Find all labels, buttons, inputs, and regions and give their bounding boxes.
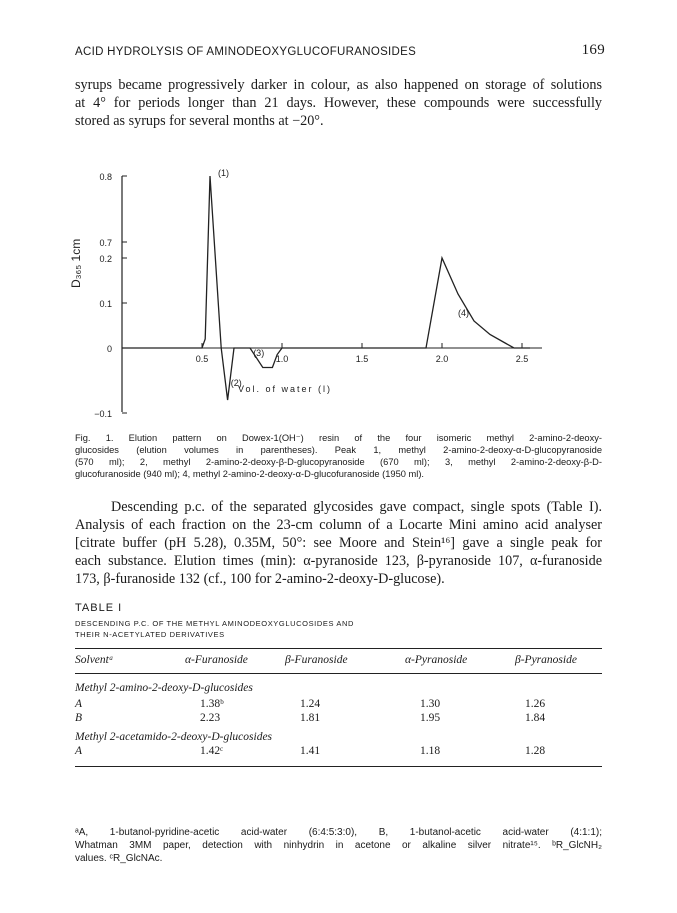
table-cell: 1.18 — [420, 745, 441, 757]
table-top-rule — [75, 648, 602, 649]
x-tick-label: 1.0 — [275, 354, 289, 364]
intro-line: syrups became progressively darker in colour, as also happened on storage of solutions — [75, 77, 602, 93]
running-header — [75, 42, 605, 62]
elution-curve — [122, 176, 530, 400]
table-header-solvent: Solventᵃ — [75, 654, 114, 666]
peak-label: (3) — [253, 348, 265, 358]
table-cell: 1.95 — [420, 712, 441, 724]
table-caption-line: THEIR N-ACETYLATED DERIVATIVES — [75, 630, 225, 639]
caption-line: glucofuranoside (940 ml); 4, methyl 2-amino-2-deoxy-α-D-glucofuranoside (1950 ml). — [75, 469, 424, 479]
table-cell: 2.23 — [200, 712, 221, 724]
table-cell: 1.26 — [525, 698, 546, 710]
table-cell: 1.41 — [300, 745, 321, 757]
caption-line: (570 ml); 2, methyl 2-amino-2-deoxy-β-D-glucopyranoside (670 ml); 3, methyl 2-amino-2-deoxy-β-D- — [75, 457, 602, 467]
table-cell: 1.24 — [300, 698, 321, 710]
y-tick-label: 0.1 — [99, 299, 112, 309]
table-cell: 1.28 — [525, 745, 546, 757]
y-axis-label: D₃₆₅ 1cm — [69, 238, 83, 288]
table-header-alpha-pyranoside: α-Pyranoside — [405, 654, 468, 666]
table-cell: A — [75, 745, 83, 757]
x-axis-label: Vol. of water (l) — [238, 384, 333, 394]
y-tick-label: 0.8 — [99, 172, 112, 182]
table-cell: 1.81 — [300, 712, 321, 724]
table-header-beta-furanoside: β-Furanoside — [285, 654, 348, 666]
table-group-title: Methyl 2-amino-2-deoxy-D-glucosides — [75, 682, 253, 694]
body-line: [citrate buffer (pH 5.28), 0.35M, 50°: see Moore and Stein¹⁶] gave a single peak for — [75, 535, 602, 551]
table-caption-line: DESCENDING P.C. OF THE METHYL AMINODEOXYGLUCOSIDES AND — [75, 619, 354, 628]
table-header-alpha-furanoside: α-Furanoside — [185, 654, 248, 666]
peak-labels — [218, 168, 469, 388]
table-footnote — [75, 826, 602, 865]
caption-line: Fig. 1. Elution pattern on Dowex-1(OH⁻) resin of the four isomeric methyl 2-amino-2-deoxy- — [75, 433, 602, 443]
table-header-beta-pyranoside: β-Pyranoside — [515, 654, 577, 666]
intro-line: stored as syrups for several months at −20°. — [75, 113, 324, 129]
y-tick-label: −0.1 — [94, 409, 112, 419]
table-cell: A — [75, 698, 83, 710]
table-bottom-rule — [75, 766, 602, 767]
figure-caption — [75, 432, 602, 480]
footnote-line: values. ᶜR_GlcNAc. — [75, 853, 163, 864]
running-head: ACID HYDROLYSIS OF AMINODEOXYGLUCOFURANOSIDES — [75, 46, 417, 58]
elution-chart — [60, 130, 620, 430]
peak-label: (1) — [218, 168, 229, 178]
footnote-line: Whatman 3MM paper, detection with ninhydrin in acetone or alkaline silver nitrate¹⁵. ᵇR_GlcNH₂ — [75, 840, 602, 851]
x-ticks — [196, 343, 529, 364]
table-cell: 1.42ᶜ — [200, 745, 224, 757]
x-tick-label: 1.5 — [355, 354, 369, 364]
table-caption — [75, 618, 354, 640]
page-number: 169 — [581, 42, 605, 58]
table-cell: 1.84 — [525, 712, 546, 724]
table-cell: 1.38ᵇ — [200, 698, 224, 710]
table-cell: B — [75, 712, 83, 724]
table-group-title: Methyl 2-acetamido-2-deoxy-D-glucosides — [75, 731, 273, 743]
y-tick-label: 0.7 — [99, 238, 112, 248]
body-line: Analysis of each fraction on the 23-cm column of a Locarte Mini amino acid analyser — [75, 517, 602, 533]
body-line: 173, β-furanoside 132 (cf., 100 for 2-amino-2-deoxy-D-glucose). — [75, 571, 445, 587]
peak-label: (2) — [230, 378, 242, 388]
footnote-line: ᵃA, 1-butanol-pyridine-acetic acid-water (6:4:5:3:0), B, 1-butanol-acetic acid-water (4:1:1); — [75, 827, 602, 838]
body-paragraph — [75, 498, 602, 588]
x-tick-label: 2.0 — [435, 354, 449, 364]
body-line: Descending p.c. of the separated glycosides gave compact, single spots (Table I). — [111, 499, 602, 515]
x-tick-label: 0.5 — [195, 354, 209, 364]
body-line: each substance. Elution times (min): α-pyranoside 123, β-pyranoside 107, α-furanoside — [75, 553, 602, 569]
caption-line: glucosides (elution volumes in parentheses). Peak 1, methyl 2-amino-2-deoxy-α-D-glucopyranoside — [75, 445, 602, 455]
y-tick-label: 0.2 — [99, 254, 112, 264]
table-cell: 1.30 — [420, 698, 441, 710]
table-title: TABLE I — [75, 602, 123, 614]
intro-paragraph — [75, 76, 602, 130]
peak-label: (4) — [458, 308, 469, 318]
table-header-rule — [75, 673, 602, 674]
intro-line: at 4° for periods longer than 21 days. However, these compounds were successfully — [75, 95, 602, 111]
y-tick-label: 0 — [106, 344, 112, 354]
x-tick-label: 2.5 — [515, 354, 529, 364]
